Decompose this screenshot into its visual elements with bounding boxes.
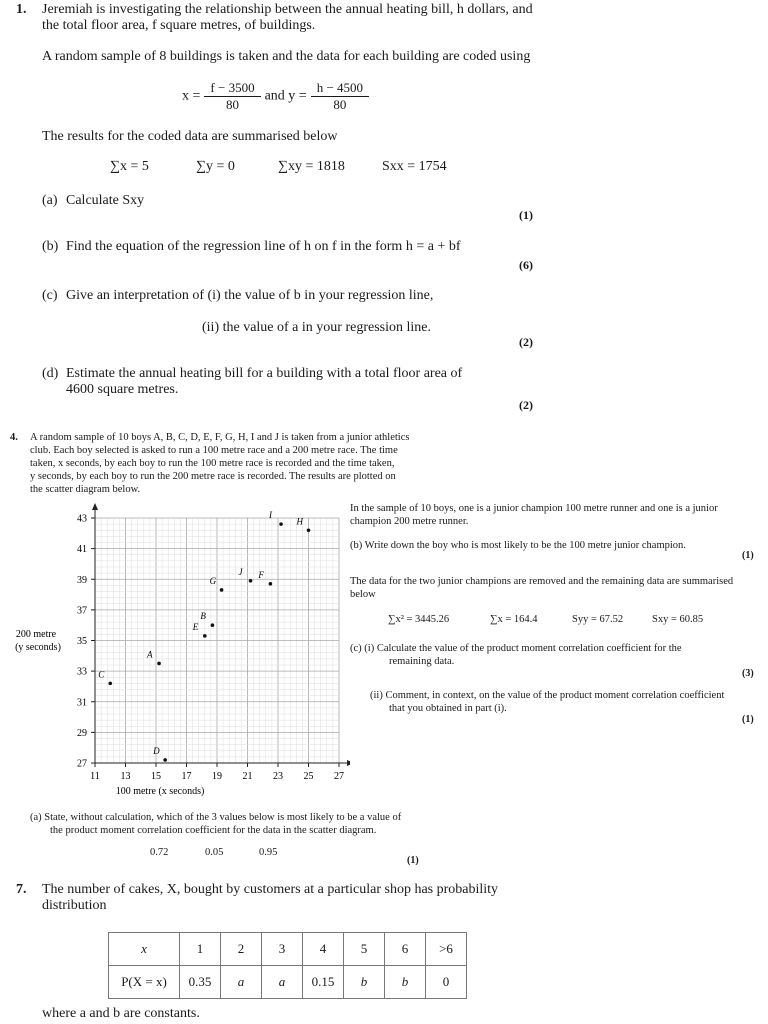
x-axis-arrow — [347, 760, 350, 766]
coding-y-denominator: 80 — [333, 97, 347, 112]
point-label-a: A — [147, 649, 153, 660]
scatter-point-c — [108, 682, 112, 686]
scatter-point-h — [307, 528, 311, 532]
table-cell: 0.35 — [180, 966, 221, 999]
y-axis-arrow — [92, 503, 98, 510]
q1-part-c-marks: (2) — [519, 335, 533, 349]
x-tick-label: 23 — [273, 771, 283, 782]
q7-footer: where a and b are constants. — [42, 1006, 200, 1021]
q4-part-a-line1: (a) State, without calculation, which of the 3 values below is most likely to be a value of — [30, 812, 402, 823]
y-tick-label: 31 — [77, 697, 87, 709]
chart-grid — [95, 518, 339, 763]
q4-part-ci-marks: (3) — [742, 668, 754, 679]
table-header-x: x — [109, 933, 180, 966]
q4-right-p1-line2: champion 200 metre runner. — [350, 516, 469, 527]
point-label-f: F — [258, 569, 264, 580]
table-cell: 3 — [262, 933, 303, 966]
q4-part-ci-line2: remaining data. — [389, 656, 455, 667]
scatter-point-g — [220, 588, 224, 592]
distribution-table — [108, 932, 467, 999]
q4-sxy: Sxy = 60.85 — [652, 614, 704, 625]
chart-ylabel-line2: (y seconds) — [15, 642, 61, 653]
table-cell: 1 — [180, 933, 221, 966]
point-label-h: H — [296, 516, 303, 527]
q4-sum-x2: ∑x² = 3445.26 — [388, 614, 450, 625]
x-tick-label: 17 — [181, 771, 192, 782]
q1-sum-x: ∑x = 5 — [110, 159, 149, 174]
q7-number: 7. — [16, 882, 27, 897]
y-tick-label: 33 — [77, 666, 87, 678]
q4-intro-line2: club. Each boy selected is asked to run a 100 metre race and a 200 metre race. The time — [30, 445, 398, 456]
coding-y-fraction — [311, 80, 369, 113]
scatter-point-a — [157, 662, 161, 666]
table-cell: a — [262, 966, 303, 999]
q4-part-a-marks: (1) — [407, 855, 419, 866]
scatter-point-b — [211, 623, 215, 627]
table-row-p — [109, 966, 467, 999]
q1-sample-text: A random sample of 8 buildings is taken and the data for each building are coded using — [42, 49, 531, 64]
table-cell: 6 — [385, 933, 426, 966]
q1-sxx: Sxx = 1754 — [382, 159, 447, 174]
q4-part-cii-marks: (1) — [742, 714, 754, 725]
y-tick-label: 39 — [77, 574, 87, 586]
coding-and: and y = — [264, 88, 307, 104]
q1-sum-y: ∑y = 0 — [196, 159, 235, 174]
q7-intro-line1: The number of cakes, X, bought by customers at a particular shop has probability — [42, 882, 499, 897]
x-tick-label: 25 — [303, 771, 314, 782]
point-label-b: B — [200, 611, 206, 622]
x-tick-label: 21 — [242, 771, 253, 782]
y-tick-label: 37 — [77, 605, 87, 617]
q1-results-text: The results for the coded data are summarised below — [42, 129, 338, 144]
q4-right-p1-line1: In the sample of 10 boys, one is a junior champion 100 metre runner and one is a junior — [350, 503, 718, 514]
point-label-e: E — [192, 621, 199, 632]
coding-formula — [182, 80, 369, 113]
q1-part-d-text: Estimate the annual heating bill for a building with a total floor area of — [66, 366, 463, 381]
q1-part-b-marks: (6) — [519, 258, 533, 272]
table-cell: a — [221, 966, 262, 999]
chart-points — [98, 510, 310, 762]
table-cell: 0 — [426, 966, 467, 999]
x-tick-label: 13 — [120, 771, 131, 782]
q1-part-c-label: (c) — [42, 288, 58, 303]
q1-part-a-marks: (1) — [519, 208, 533, 222]
table-cell: 5 — [344, 933, 385, 966]
y-tick-label: 27 — [77, 758, 87, 770]
y-tick-label: 35 — [77, 636, 87, 647]
point-label-d: D — [153, 745, 160, 756]
q1-part-d-marks: (2) — [519, 398, 533, 412]
x-tick-label: 15 — [151, 771, 161, 782]
q4-option-2: 0.05 — [205, 847, 224, 858]
coding-y-numerator: h − 4500 — [311, 80, 369, 97]
table-cell: b — [385, 966, 426, 999]
coding-x-denominator: 80 — [225, 97, 239, 112]
y-tick-label: 43 — [77, 513, 87, 525]
coding-x-numerator: f − 3500 — [204, 80, 260, 97]
q1-number: 1. — [16, 2, 27, 17]
coding-x-fraction — [204, 80, 260, 113]
table-cell: 2 — [221, 933, 262, 966]
q4-part-cii-line2: that you obtained in part (i). — [389, 703, 507, 714]
scatter-point-f — [269, 582, 273, 586]
q4-removed-line1: The data for the two junior champions are removed and the remaining data are summarised — [350, 576, 734, 587]
table-cell: 4 — [303, 933, 344, 966]
q1-intro-line2: the total floor area, f square metres, of buildings. — [42, 18, 316, 33]
scatter-point-e — [203, 634, 207, 638]
q1-part-a-label: (a) — [42, 193, 58, 208]
q4-part-cii-line1: (ii) Comment, in context, on the value of the product moment correlation coefficient — [370, 690, 725, 701]
q1-part-b-text: Find the equation of the regression line of h on f in the form h = a + bf — [66, 239, 461, 254]
q1-part-d-label: (d) — [42, 366, 59, 381]
q4-part-b-text: (b) Write down the boy who is most likely to be the 100 metre junior champion. — [350, 540, 686, 551]
q1-part-d-text2: 4600 square metres. — [66, 382, 179, 397]
q4-intro-line1: A random sample of 10 boys A, B, C, D, E, F, G, H, I and J is taken from a junior athletics — [30, 432, 410, 443]
chart-axes — [77, 503, 350, 782]
chart-xlabel: 100 metre (x seconds) — [115, 786, 205, 797]
q4-intro-line4: y seconds, by each boy to run the 200 metre race is recorded. The results are plotted on — [30, 471, 396, 482]
q4-part-ci-line1: (c) (i) Calculate the value of the product moment correlation coefficient for the — [350, 643, 682, 654]
table-cell: 0.15 — [303, 966, 344, 999]
coding-x-lhs: x = — [182, 88, 201, 104]
q4-sum-x: ∑x = 164.4 — [490, 614, 538, 625]
q4-part-a-line2: the product moment correlation coefficient for the data in the scatter diagram. — [50, 825, 377, 836]
scatter-chart — [0, 496, 350, 801]
point-label-c: C — [98, 669, 105, 680]
q4-intro-line5: the scatter diagram below. — [30, 484, 141, 495]
point-label-g: G — [209, 575, 217, 586]
q1-part-c-text2: (ii) the value of a in your regression line. — [202, 320, 431, 335]
scatter-point-i — [279, 522, 283, 526]
q1-sum-xy: ∑xy = 1818 — [278, 159, 345, 174]
x-tick-label: 19 — [212, 771, 222, 782]
q1-intro-line1: Jeremiah is investigating the relationship between the annual heating bill, h dollars, and — [42, 2, 533, 17]
x-tick-label: 11 — [90, 771, 100, 782]
q4-intro-line3: taken, x seconds, by each boy to run the 100 metre race is recorded and the time taken, — [30, 458, 395, 469]
chart-ylabel-line1: 200 metre — [15, 629, 57, 640]
q4-syy: Syy = 67.52 — [572, 614, 624, 625]
table-cell: b — [344, 966, 385, 999]
q1-part-b-label: (b) — [42, 239, 59, 254]
table-header-p: P(X = x) — [109, 966, 180, 999]
point-label-i: I — [269, 510, 273, 521]
scatter-point-j — [249, 579, 253, 583]
q1-part-a-text: Calculate Sxy — [66, 193, 145, 208]
q4-removed-line2: below — [350, 589, 376, 600]
q4-number: 4. — [10, 432, 18, 443]
x-tick-label: 27 — [334, 771, 344, 782]
q1-part-c-text: Give an interpretation of (i) the value of b in your regression line, — [66, 288, 434, 303]
y-tick-label: 29 — [77, 727, 87, 739]
q4-option-3: 0.95 — [259, 847, 278, 858]
table-cell: >6 — [426, 933, 467, 966]
y-tick-label: 41 — [77, 544, 87, 556]
q4-option-1: 0.72 — [150, 847, 169, 858]
scatter-point-d — [163, 758, 167, 762]
q4-part-b-marks: (1) — [742, 550, 754, 561]
q7-intro-line2: distribution — [42, 898, 107, 913]
table-row-x — [109, 933, 467, 966]
point-label-j: J — [238, 566, 243, 577]
